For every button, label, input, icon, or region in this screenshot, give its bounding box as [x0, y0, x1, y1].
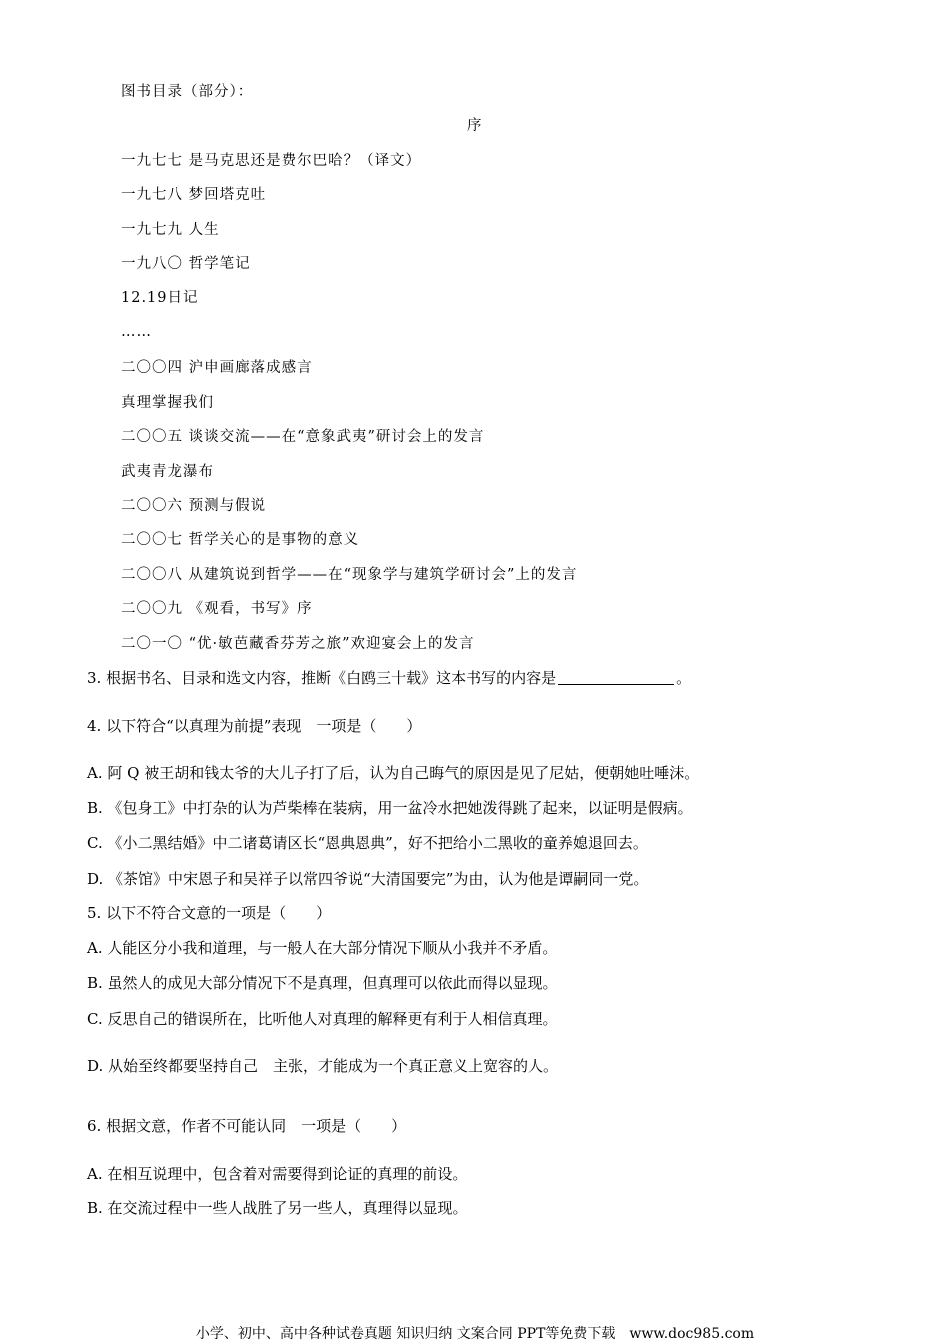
question-5-option-d: D. 从始至终都要坚持自己 主张，才能成为一个真正意义上宽容的人。 [87, 1057, 559, 1075]
toc-entry: 一九七七 是马克思还是费尔巴哈？（译文） [121, 153, 422, 169]
toc-entry: 二〇〇四 沪申画廊落成感言 [121, 360, 313, 376]
toc-entry: 一九八〇 哲学笔记 [121, 256, 251, 272]
question-5-option-c: C. 反思自己的错误所在，比听他人对真理的解释更有利于人相信真理。 [87, 1010, 558, 1028]
toc-preface: 序 [467, 118, 482, 134]
question-3-end: 。 [676, 669, 692, 687]
toc-entry: 一九七八 梦回塔克吐 [121, 187, 267, 203]
question-6-stem: 6. 根据文意，作者不可能认同 一项是（ ） [87, 1117, 407, 1135]
question-4-option-a: A. 阿 Q 被王胡和钱太爷的大儿子打了后，认为自己晦气的原因是见了尼姑，便朝她吐唾沫。 [87, 764, 700, 782]
answer-blank[interactable] [558, 668, 674, 685]
footer-text: 小学、初中、高中各种试卷真题 知识归纳 文案合同 PPT等免费下载 [195, 1326, 616, 1342]
question-3-text: 3. 根据书名、目录和选文内容，推断《白鸥三十载》这本书写的内容是 [87, 669, 557, 687]
toc-entry: 武夷青龙瀑布 [121, 464, 214, 480]
toc-entry: …… [121, 324, 152, 340]
toc-title: 图书目录（部分）： [121, 84, 254, 100]
question-4-option-c: C. 《小二黑结婚》中二诸葛请区长“恩典恩典”，好不把给小二黑收的童养媳退回去。 [87, 834, 648, 852]
question-4-option-b: B. 《包身工》中打杂的认为芦柴棒在装病，用一盆冷水把她泼得跳了起来，以证明是假病。 [87, 799, 693, 817]
question-4-option-d: D. 《茶馆》中宋恩子和吴祥子以常四爷说“大清国要完”为由，认为他是谭嗣同一党。 [87, 870, 649, 888]
question-6-option-b: B. 在交流过程中一些人战胜了另一些人，真理得以显现。 [87, 1199, 468, 1217]
toc-entry: 二〇〇八 从建筑说到哲学——在“现象学与建筑学研讨会”上的发言 [121, 567, 578, 583]
toc-entry: 一九七九 人生 [121, 222, 220, 238]
question-5-stem: 5. 以下不符合文意的一项是（ ） [87, 904, 332, 922]
toc-entry: 12.19日记 [121, 290, 199, 306]
toc-entry: 二〇〇九 《观看，书写》序 [121, 601, 313, 617]
toc-entry: 二〇〇六 预测与假说 [121, 498, 267, 514]
question-3 [87, 667, 691, 689]
question-5-option-a: A. 人能区分小我和道理，与一般人在大部分情况下顺从小我并不矛盾。 [87, 939, 558, 957]
question-5-option-b: B. 虽然人的成见大部分情况下不是真理，但真理可以依此而得以显现。 [87, 974, 558, 992]
question-4-stem: 4. 以下符合“以真理为前提”表现 一项是（ ） [87, 717, 422, 735]
footer-site-link[interactable]: www.doc985.com [629, 1326, 755, 1342]
toc-entry: 二〇一〇 “优·敏芭藏香芬芳之旅”欢迎宴会上的发言 [121, 636, 475, 652]
toc-entry: 二〇〇五 谈谈交流——在“意象武夷”研讨会上的发言 [121, 429, 485, 445]
question-6-option-a: A. 在相互说理中，包含着对需要得到论证的真理的前设。 [87, 1165, 468, 1183]
page-footer [0, 1324, 950, 1344]
toc-entry: 真理掌握我们 [121, 395, 214, 411]
toc-entry: 二〇〇七 哲学关心的是事物的意义 [121, 532, 360, 548]
